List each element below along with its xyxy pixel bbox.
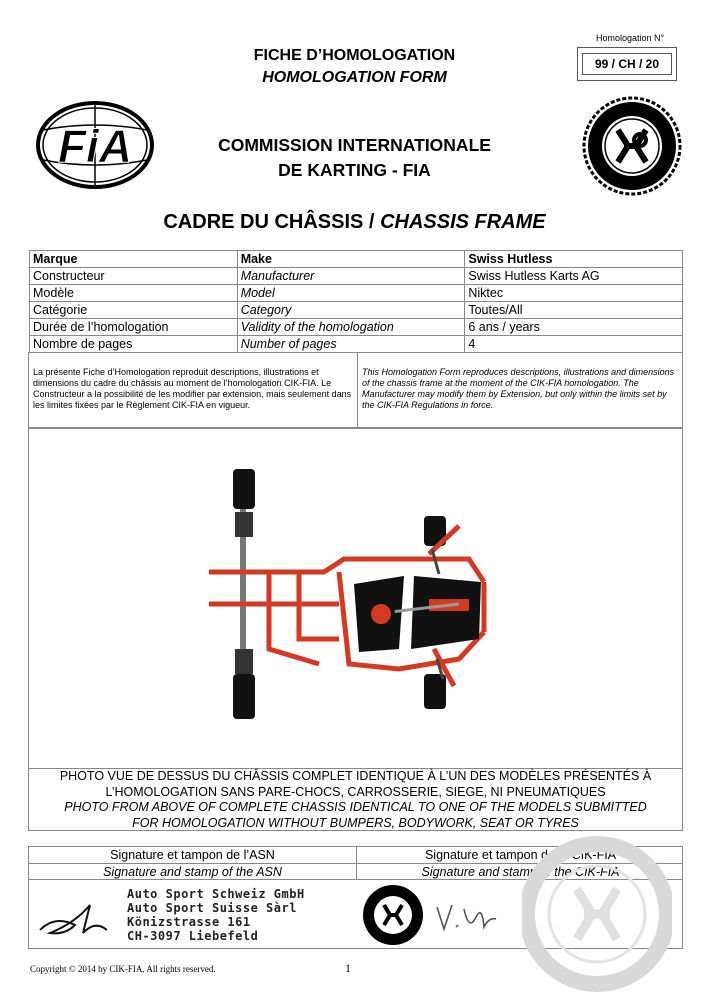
row-value: Swiss Hutless Karts AG (465, 268, 683, 285)
caption-fr-2: L’HOMOLOGATION SANS PARE-CHOCS, CARROSSERIE, SIEGE, NI PNEUMATIQUES (105, 784, 606, 799)
description-box (28, 352, 683, 428)
stamp-line: Auto Sport Schweiz GmbH (127, 887, 305, 901)
row-label-en: Make (237, 251, 465, 268)
caption-en-2: FOR HOMOLOGATION WITHOUT BUMPERS, BODYWORK, SEAT OR TYRES (132, 815, 579, 830)
stamp-line: CH-3097 Liebefeld (127, 929, 259, 943)
row-label-fr: Catégorie (30, 302, 238, 319)
table-row (30, 336, 683, 353)
row-label-en: Category (237, 302, 465, 319)
stamp-line: Auto Sport Suisse Sàrl (127, 901, 297, 915)
row-label-fr: Modèle (30, 285, 238, 302)
commission-line-1: COMMISSION INTERNATIONALE (218, 135, 491, 155)
cik-watermark-stamp (522, 834, 672, 994)
table-row (30, 285, 683, 302)
caption-en-1: PHOTO FROM ABOVE OF COMPLETE CHASSIS IDENTICAL TO ONE OF THE MODELS SUBMITTED (64, 800, 647, 814)
asn-label-fr: Signature et tampon de l’ASN (110, 848, 275, 862)
description-fr: La présente Fiche d’Homologation reproduit descriptions, illustrations et dimensions du cadre du châssis au moment de l’homologation CIK-FIA. Le Constructeur a la possibilité de les modifier par extension, mais seulement dans les limites fixées par le Règlement CIK-FIA en vigueur. (33, 367, 352, 410)
row-value: 4 (465, 336, 683, 353)
photo-caption (29, 768, 682, 831)
copyright: Copyright © 2014 by CIK-FIA. All rights reserved. (30, 964, 216, 974)
row-label-fr: Marque (30, 251, 238, 268)
row-label-fr: Nombre de pages (30, 336, 238, 353)
row-value: Niktec (465, 285, 683, 302)
caption-fr-1: PHOTO VUE DE DESSUS DU CHÂSSIS COMPLET IDENTIQUE À L’UN DES MODÈLES PRÉSENTÉS À (59, 769, 652, 783)
cik-label-en: Signature and stamp of the CIK-FIA (421, 865, 620, 879)
cik-signature (434, 897, 504, 937)
cik-label-fr: Signature et tampon de la CIK-FIA (424, 848, 617, 862)
cik-karting-logo (582, 96, 682, 196)
section-title-en: CHASSIS FRAME (380, 211, 546, 233)
homologation-number: 99 / CH / 20 (582, 53, 672, 75)
table-row (30, 319, 683, 336)
form-title-en: HOMOLOGATION FORM (262, 69, 447, 86)
section-title (0, 211, 709, 234)
homologation-label: Homologation N° (596, 33, 665, 43)
description-en: This Homologation Form reproduces descriptions, illustrations and dimensions of the chassis frame at the moment of the CIK-FIA homologation. The Manufacturer may modify them by Extension, but only within the limits set by the CIK-FIA Regulations in force. (362, 367, 675, 410)
asn-stamp (127, 887, 305, 943)
row-label-en: Model (237, 285, 465, 302)
asn-label-en: Signature and stamp of the ASN (103, 865, 282, 879)
row-value: Toutes/All (465, 302, 683, 319)
row-value: 6 ans / years (465, 319, 683, 336)
table-row (30, 268, 683, 285)
section-title-fr: CADRE DU CHÂSSIS / (163, 211, 381, 233)
fia-logo (35, 100, 155, 190)
table-row (30, 251, 683, 268)
form-title-fr: FICHE D’HOMOLOGATION (253, 47, 456, 64)
svg-text:FiA: FiA (57, 120, 133, 172)
stamp-line: Könizstrasse 161 (127, 915, 251, 929)
row-label-fr: Constructeur (30, 268, 238, 285)
row-label-fr: Durée de l’homologation (30, 319, 238, 336)
chassis-photo (199, 464, 509, 724)
cik-stamp (361, 883, 425, 947)
row-label-en: Validity of the homologation (237, 319, 465, 336)
commission-line-2: DE KARTING - FIA (278, 160, 431, 180)
chassis-photo-box (28, 428, 683, 831)
row-label-en: Manufacturer (237, 268, 465, 285)
page-number: 1 (345, 961, 351, 975)
info-table (29, 250, 683, 353)
asn-signature (35, 895, 115, 940)
row-label-en: Number of pages (237, 336, 465, 353)
row-value: Swiss Hutless (465, 251, 683, 268)
table-row (30, 302, 683, 319)
